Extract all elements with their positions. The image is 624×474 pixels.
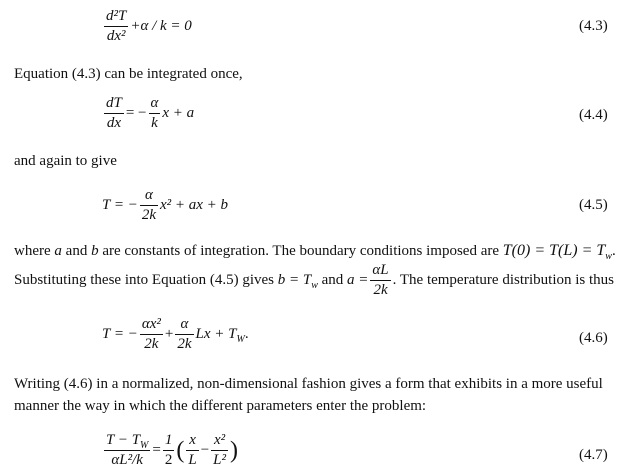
fraction-denominator: αL²/k (111, 452, 143, 468)
fraction-denominator: 2 (164, 452, 173, 468)
fraction-denominator: L² (213, 452, 227, 468)
fraction-numerator: dT (104, 95, 124, 114)
left-paren: ( (176, 437, 185, 464)
coefficient-fraction (149, 95, 161, 132)
fraction-numerator: 1 (163, 432, 175, 451)
fraction-denominator: L (188, 452, 197, 468)
equation-lhs: T = − (102, 325, 138, 342)
equation-rest: +α / k = 0 (130, 17, 192, 34)
second-derivative-fraction (104, 8, 128, 45)
right-paren: ) (230, 437, 239, 464)
fraction-denominator: dx² (106, 28, 126, 44)
fraction-denominator: 2k (177, 336, 192, 352)
equals-sign: = (152, 441, 161, 458)
fraction-numerator (104, 432, 150, 451)
equation-4-5 (102, 187, 228, 224)
equation-lhs: T = − (102, 196, 138, 213)
fraction-numerator: x (186, 432, 198, 451)
equation-4-7 (102, 432, 238, 469)
plus-sign: + (164, 325, 174, 342)
fraction-denominator: k (151, 115, 158, 131)
equation-number: (4.3) (579, 18, 608, 34)
text-run: are constants of integration. The boundary conditions imposed are (98, 243, 503, 259)
minus-sign: − (200, 441, 210, 458)
fraction-numerator: d²T (104, 8, 128, 27)
subscript: W (236, 333, 245, 345)
equation-rest: x² + ax + b (160, 196, 229, 213)
equation-4-3 (102, 8, 192, 45)
text-line: manner the way in which the different parameters enter the problem: (14, 398, 427, 414)
text-run: . The temperature distribution is thus (392, 272, 614, 288)
equation-number: (4.5) (579, 197, 608, 213)
paragraph-integrated-once: Equation (4.3) can be integrated once, (14, 66, 243, 82)
text-run: . (611, 243, 616, 259)
fraction-numerator: α (140, 187, 158, 206)
text-run: and (317, 272, 348, 288)
fraction-numerator: αx² (140, 316, 163, 335)
fraction-numerator: αL (370, 262, 390, 281)
normalized-temperature-fraction (104, 432, 150, 469)
paragraph-again: and again to give (14, 153, 117, 169)
half-fraction (163, 432, 175, 469)
first-derivative-fraction (104, 95, 124, 132)
text-line: Writing (4.6) in a normalized, non-dimensional fashion gives a form that exhibits in a more useful (14, 376, 603, 392)
variable-a: a (54, 243, 62, 259)
text-run: and (61, 243, 92, 259)
equation-4-6 (102, 316, 249, 353)
numerator-text: T − T (106, 432, 141, 448)
first-fraction (140, 316, 163, 353)
subscript: W (140, 440, 149, 451)
equation-number: (4.6) (579, 330, 608, 346)
b-equals: b = T (277, 272, 312, 288)
subscript: w (311, 280, 318, 291)
coefficient-fraction (140, 187, 158, 224)
fraction-denominator: dx (106, 115, 121, 131)
fraction-numerator: x² (211, 432, 228, 451)
period: . (244, 325, 249, 342)
equation-rest: Lx + T (195, 325, 237, 342)
variable-b: b (91, 243, 99, 259)
equation-4-4 (102, 95, 194, 132)
text-run: where (14, 243, 55, 259)
text-run: Substituting these into Equation (4.5) gives (14, 272, 278, 288)
second-fraction (175, 316, 193, 353)
a-fraction (370, 262, 390, 299)
equation-rest: x + a (162, 104, 195, 121)
paragraph-normalized (14, 373, 603, 417)
fraction-denominator: 2k (373, 282, 388, 298)
a-equals: a = (347, 272, 369, 288)
paragraph-substituting (14, 262, 614, 299)
subscript: w (605, 251, 612, 262)
equation-number: (4.7) (579, 447, 608, 463)
fraction-denominator: 2k (141, 207, 156, 223)
fraction-numerator: α (175, 316, 193, 335)
x-over-l-fraction (186, 432, 198, 469)
equals-sign: = − (125, 104, 147, 121)
fraction-numerator: α (149, 95, 161, 114)
fraction-denominator: 2k (144, 336, 159, 352)
boundary-condition: T(0) = T(L) = T (502, 242, 606, 259)
paragraph-constants (14, 240, 616, 262)
equation-number: (4.4) (579, 107, 608, 123)
x2-over-l2-fraction (211, 432, 228, 469)
